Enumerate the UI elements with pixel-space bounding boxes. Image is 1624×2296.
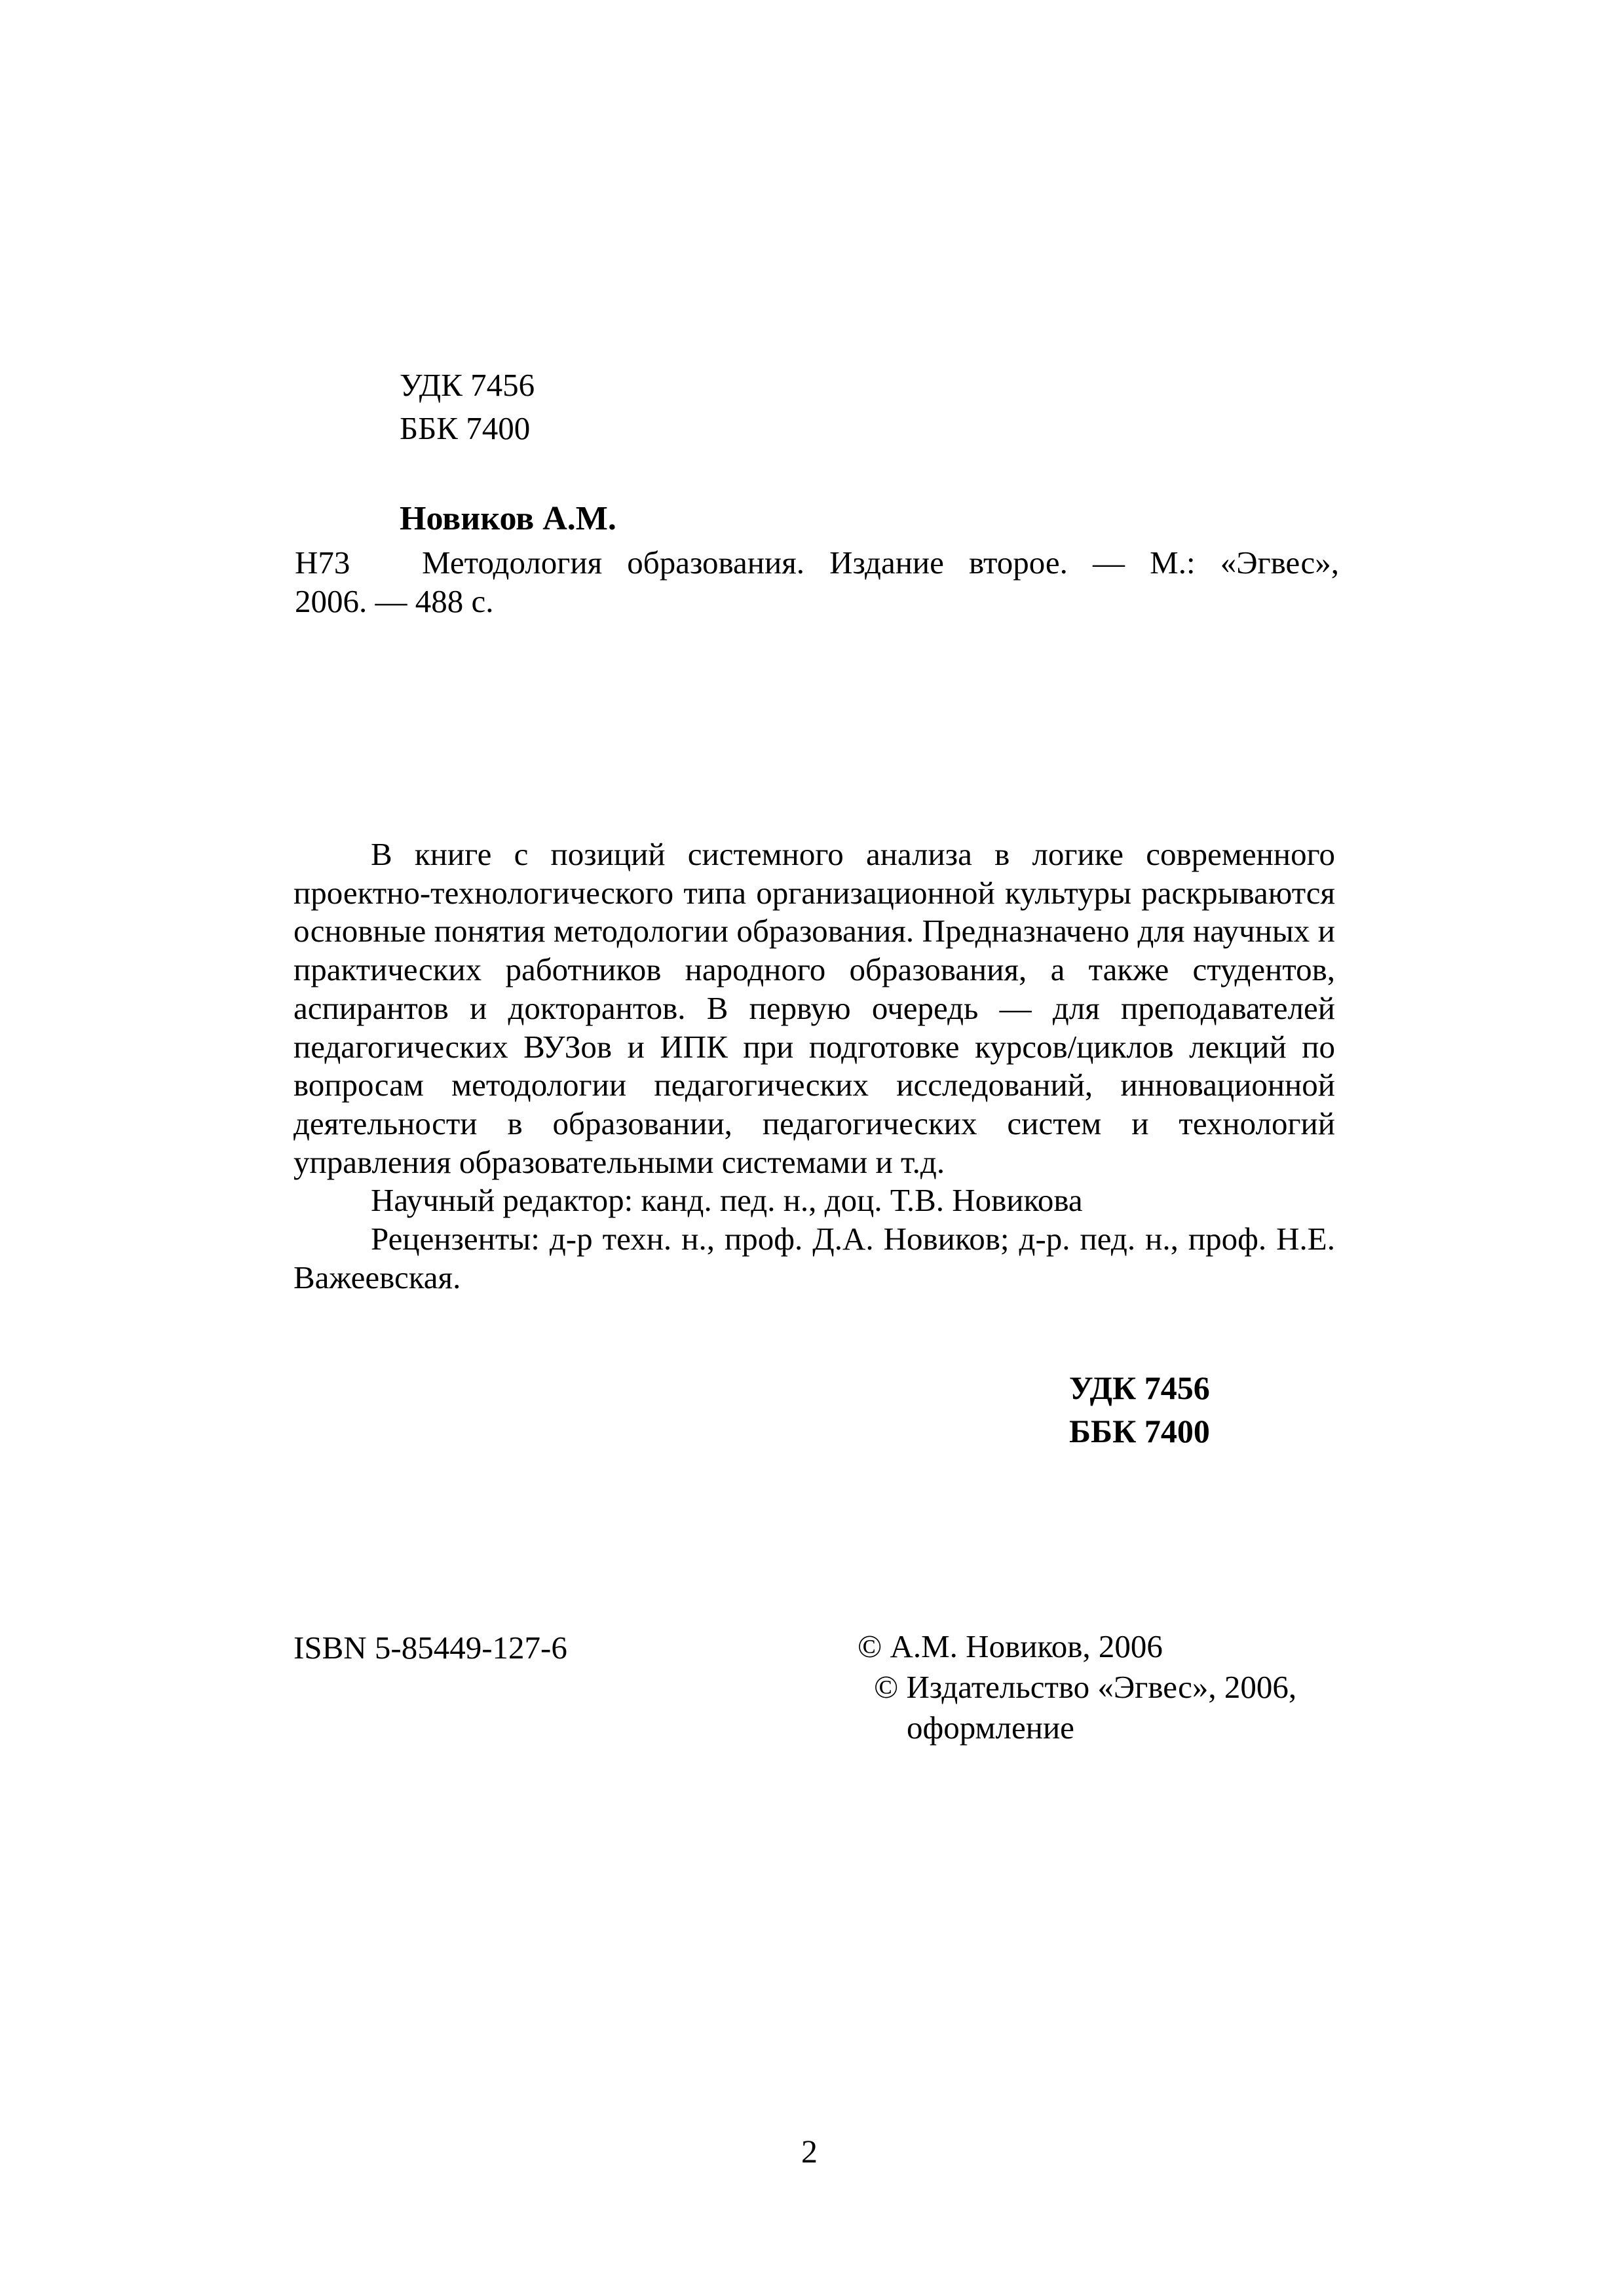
udk-code: УДК 7456: [400, 367, 535, 403]
catalog-codes-bottom: [1069, 1366, 1210, 1453]
author-index-code: Н73: [295, 545, 350, 581]
copyright-author: © А.М. Новиков, 2006: [858, 1628, 1163, 1664]
bibliographic-description-continued: 2006. — 488 с.: [295, 583, 494, 619]
bibliographic-description: Методология образования. Издание второе. — М.: «Эгвес»,: [422, 545, 1339, 581]
bbk-code: ББК 7400: [400, 410, 531, 446]
bbk-code-bottom: ББК 7400: [1069, 1413, 1210, 1449]
copyright-publisher: © Издательство «Эгвес», 2006,: [874, 1669, 1297, 1705]
catalog-codes-top: [400, 364, 535, 450]
annotation-text: В книге с позиций системного анализа в логике современного проектно-технологического типа организационной культуры раскрываются основные понятия методологии образования. Предназначено для научных и практических работников народного образования, а также студентов, аспирантов и докторантов. В первую очередь — для преподавателей педагогических ВУЗов и ИПК при подготовке курсов/циклов лекций по вопросам методологии педагогических исследований, инновационной деятельности в образовании, педагогических систем и технологий управления образовательными системами и т.д.: [293, 836, 1335, 1180]
udk-code-bottom: УДК 7456: [1069, 1369, 1210, 1406]
isbn: ISBN 5-85449-127-6: [293, 1630, 567, 1666]
author-name: Новиков А.М.: [400, 500, 616, 537]
copyright-publisher-continued: оформление: [907, 1710, 1074, 1746]
copyright-block: [858, 1626, 1296, 1748]
scientific-editor: Научный редактор: канд. пед. н., доц. Т.В. Новикова: [371, 1182, 1083, 1219]
page-number: 2: [801, 2133, 818, 2170]
reviewers: Рецензенты: д-р техн. н., проф. Д.А. Новиков; д-р. пед. н., проф. Н.Е. Важеевская.: [293, 1221, 1335, 1295]
annotation: [293, 835, 1335, 1297]
